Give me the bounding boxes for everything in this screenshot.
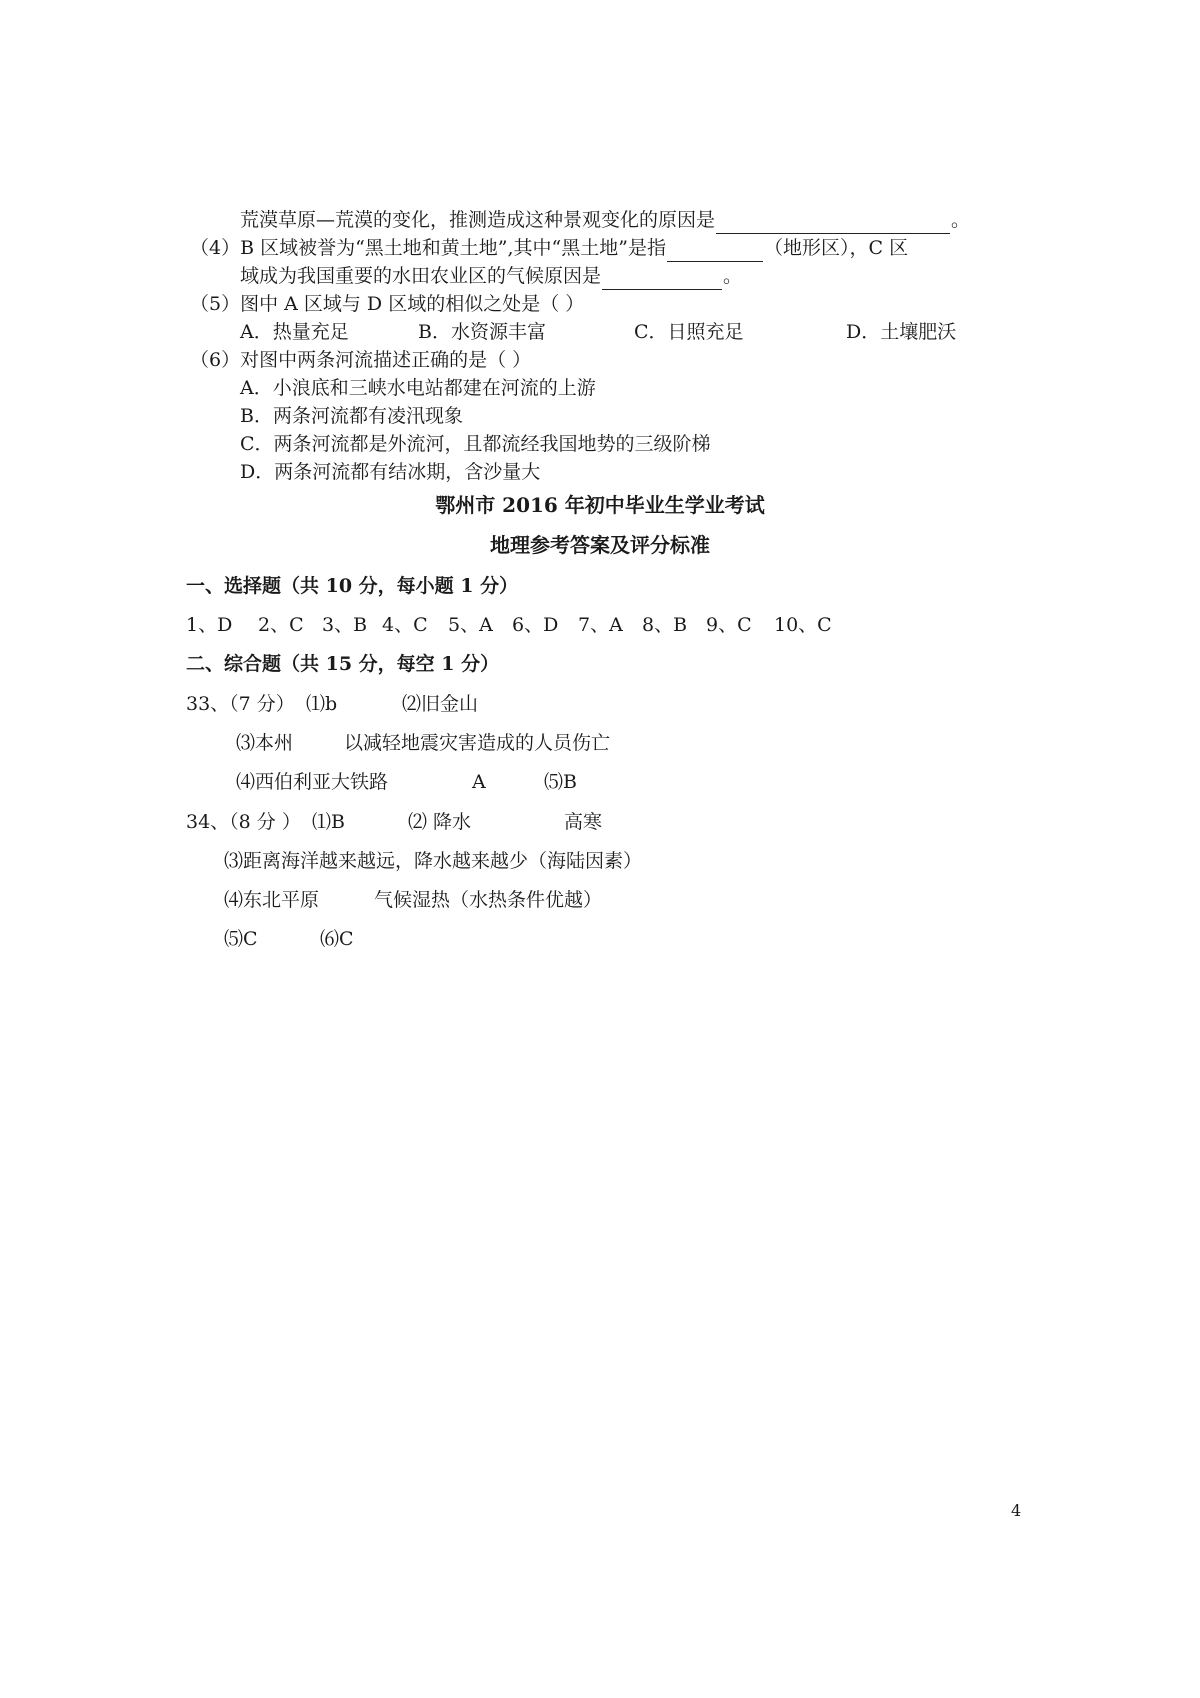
answer-item: 5、A — [448, 614, 493, 636]
answer-blank — [667, 239, 763, 262]
q4-text-c: 域成为我国重要的水田农业区的气候原因是 — [240, 265, 602, 287]
q34-answer-5: ⑸C — [224, 928, 258, 950]
answer-blank — [602, 267, 722, 290]
q33-answer-4a: ⑷西伯利亚大铁路 — [236, 771, 389, 793]
q5-option-c: C．日照充足 — [634, 321, 744, 343]
q33-answer-4b: A — [472, 771, 486, 793]
q33-answer-2: ⑵旧金山 — [402, 693, 479, 715]
answer-item: 3、B — [322, 614, 368, 636]
q34-answer-4b: 气候湿热（水热条件优越） — [374, 889, 603, 911]
q33-answer-1: ⑴b — [306, 693, 338, 715]
q4-line-2 — [240, 262, 742, 290]
q34-answer-6: ⑹C — [320, 928, 354, 950]
q3-continuation-text: 荒漠草原—荒漠的变化，推测造成这种景观变化的原因是 — [240, 209, 716, 231]
q5-option-a: A．热量充足 — [240, 321, 349, 343]
q6-option-a: A．小浪底和三峡水电站都建在河流的上游 — [240, 377, 596, 399]
answer-item: 4、C — [382, 614, 428, 636]
q33-answer-3a: ⑶本州 — [236, 732, 294, 754]
q4-end: 。 — [723, 265, 743, 287]
q34-answer-2a: ⑵ 降水 — [408, 811, 472, 833]
answer-item: 7、A — [578, 614, 623, 636]
q34-answer-1: ⑴B — [312, 811, 345, 833]
q33-label: 33、（7 分） — [186, 693, 295, 715]
q6-option-c: C．两条河流都是外流河，且都流经我国地势的三级阶梯 — [240, 433, 711, 455]
q6-option-b: B．两条河流都有凌汛现象 — [240, 405, 463, 427]
answer-item: 10、C — [774, 614, 832, 636]
answer-item: 8、B — [642, 614, 688, 636]
q5-stem: （5）图中 A 区域与 D 区域的相似之处是（ ） — [190, 293, 585, 315]
answer-blank — [716, 211, 950, 234]
q4-text-a: （4）B 区域被誉为“黑土地和黄土地”,其中“黑土地”是指 — [190, 237, 666, 259]
section2-heading: 二、综合题（共 15 分，每空 1 分） — [186, 653, 500, 675]
answer-item: 6、D — [512, 614, 559, 636]
q4-line-1 — [190, 234, 908, 262]
q6-stem: （6）对图中两条河流描述正确的是（ ） — [190, 349, 532, 371]
answers-title: 鄂州市 2016 年初中毕业生学业考试 — [435, 493, 765, 517]
answer-item: 1、D — [186, 614, 233, 636]
q34-answer-line-2: ⑶距离海洋越来越远，降水越来越少（海陆因素） — [224, 850, 643, 872]
answer-item: 9、C — [706, 614, 752, 636]
q3-continuation-line — [240, 206, 970, 234]
q34-answer-4a: ⑷东北平原 — [224, 889, 320, 911]
q4-text-b: （地形区），C 区 — [764, 237, 909, 259]
q5-option-d: D．土壤肥沃 — [846, 321, 957, 343]
q3-end: 。 — [951, 209, 971, 231]
section1-heading: 一、选择题（共 10 分，每小题 1 分） — [186, 575, 519, 597]
answers-subtitle: 地理参考答案及评分标准 — [490, 533, 710, 557]
q33-answer-5: ⑸B — [544, 771, 577, 793]
q34-label: 34、（8 分 ） — [186, 811, 301, 833]
q34-answer-2b: 高寒 — [564, 811, 603, 833]
q33-answer-3b: 以减轻地震灾害造成的人员伤亡 — [344, 732, 611, 754]
page-number: 4 — [1011, 1501, 1022, 1520]
q5-option-b: B．水资源丰富 — [418, 321, 546, 343]
answer-item: 2、C — [258, 614, 304, 636]
q6-option-d: D．两条河流都有结冰期，含沙量大 — [240, 461, 541, 483]
